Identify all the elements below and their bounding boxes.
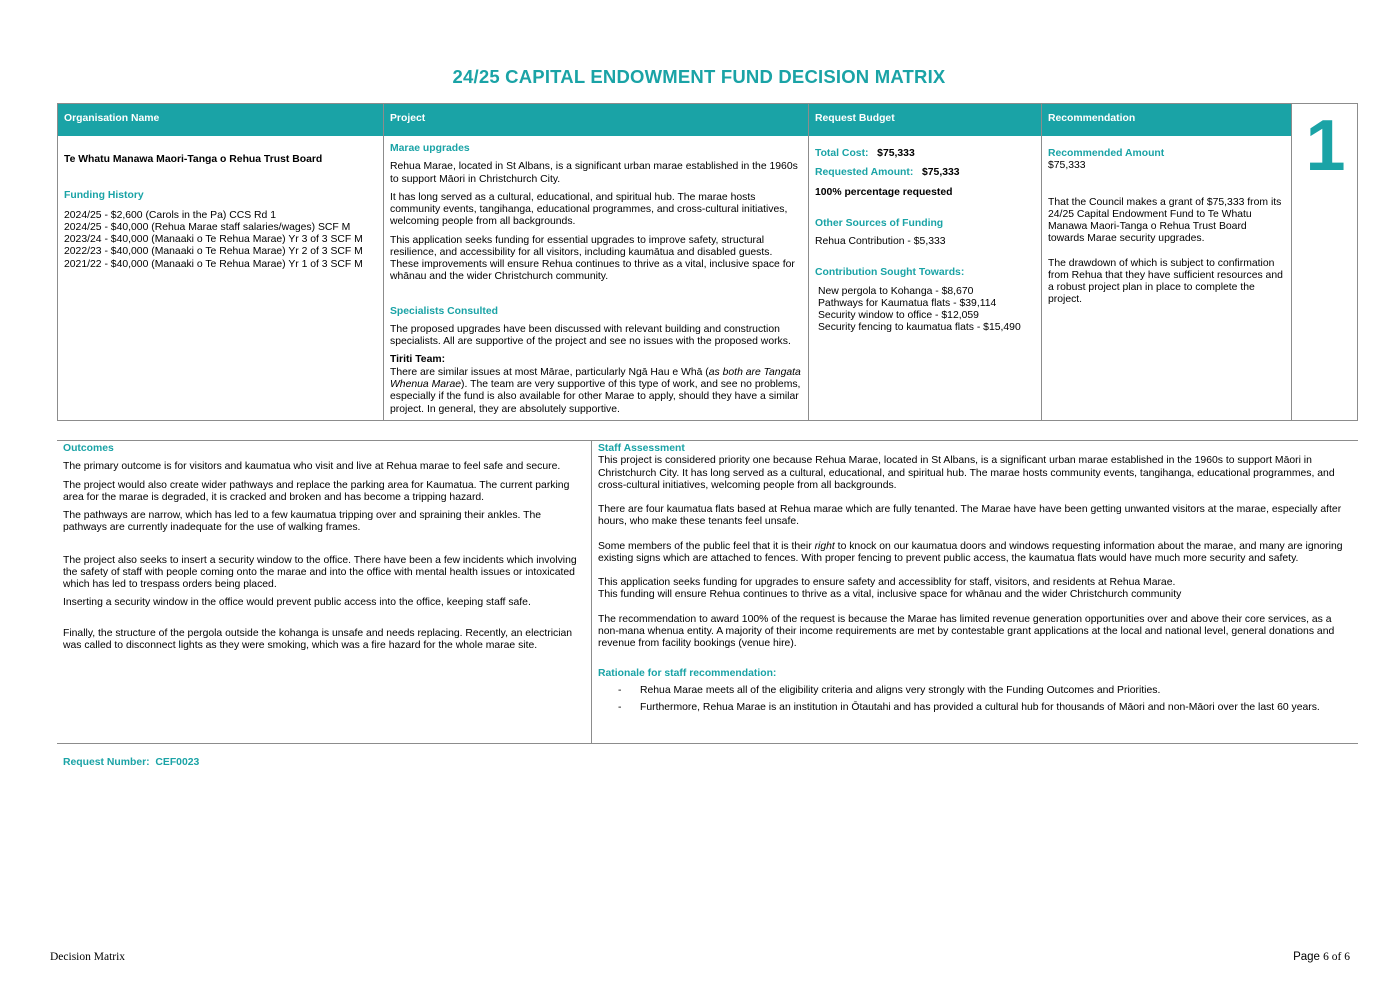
recommendation-text: That the Council makes a grant of $75,333 from its 24/25 Capital Endowment Fund to Te Whatu Manawa Maori-Tanga o Rehua Trust Board towards Marae security upgrades.	[1048, 196, 1282, 245]
rationale-label: Rationale for staff recommendation:	[598, 668, 777, 680]
outcomes-paragraph: The project would also create wider pathways and replace the parking area for Kaumatua. The current parking area for the marae is degraded, it is cracked and broken and has become a tripping hazard.	[63, 479, 570, 503]
staff-paragraph: This application seeks funding for upgrades to ensure safety and accessiblity for staff, visitors, and residents at Rehua Marae. This funding will ensure Rehua continues to thrive as a vital, inclusive space for whānau and the wider Christchurch community	[598, 577, 1182, 601]
assessment-section	[57, 440, 1358, 744]
outcomes-paragraph: Finally, the structure of the pergola outside the kohanga is unsafe and needs replacing. Recently, an electrician was called to disconnect lights as they were smoking, which was a fire hazard for the whole marae site.	[63, 627, 573, 651]
project-header: Project	[384, 104, 808, 136]
funding-history-item: 2022/23 - $40,000 (Manaaki o Te Rehua Marae) Yr 2 of 3 SCF M	[64, 246, 363, 258]
organisation-name: Te Whatu Manawa Maori-Tanga o Rehua Trust Board	[64, 154, 323, 165]
funding-history-list	[64, 210, 377, 271]
outcomes-paragraph: The primary outcome is for visitors and kaumatua who visit and live at Rehua marae to feel safe and secure.	[63, 461, 561, 473]
staff-assessment-column	[592, 441, 1358, 743]
funding-history-item: 2023/24 - $40,000 (Manaaki o Te Rehua Marae) Yr 3 of 3 SCF M	[64, 234, 363, 246]
staff-paragraph: The recommendation to award 100% of the request is because the Marae has limited revenue generation opportunities over and above their core services, as a non-mana whenua entity. A majority of their income requirements are met by contestable grant applications at the local and national level, general donations and revenue from facility bookings (venue hire).	[598, 613, 1335, 650]
organisation-column	[58, 104, 384, 420]
recommended-amount-label: Recommended Amount	[1048, 148, 1165, 159]
contribution-label: Contribution Sought Towards:	[815, 267, 965, 279]
outcomes-paragraph: Inserting a security window in the office would prevent public access into the office, keeping staff safe.	[63, 597, 531, 609]
page-number: Page 6 of 6	[1293, 951, 1350, 963]
budget-header: Request Budget	[809, 104, 1041, 136]
specialists-text: The proposed upgrades have been discussed with relevant building and construction specialists. All are supportive of the project and see no issues with the proposed works.	[390, 323, 791, 348]
tiriti-text: There are similar issues at most Mārae, particularly Ngā Hau e Whā (as both are Tangata Whenua Marae). The team are very supportive of this type of work, and see no problems, especially if the fund is also available for other Marae to apply, should they have a similar project. In general, they are absolutely supportive.	[390, 366, 801, 415]
contribution-item: Security fencing to kaumatua flats - $15,490	[818, 322, 1021, 334]
total-cost: Total Cost: $75,333	[815, 148, 915, 159]
drawdown-text: The drawdown of which is subject to confirmation from Rehua that they have sufficient resources and a robust project plan in place to complete the project.	[1048, 257, 1283, 306]
specialists-label: Specialists Consulted	[390, 305, 498, 317]
priority-rank: 1	[1305, 106, 1346, 186]
project-paragraph: It has long served as a cultural, educational, and spiritual hub. The marae hosts community events, tangihanga, educational programmes, and cross-cultural initiatives, welcoming people from all backgrounds.	[390, 191, 788, 228]
project-column	[384, 104, 809, 420]
rationale-item: - Furthermore, Rehua Marae is an institution in Ōtautahi and has provided a cultural hub for thousands of Māori and non-Māori over the last 60 years.	[598, 702, 1352, 714]
organisation-header: Organisation Name	[58, 104, 383, 136]
outcomes-paragraph: The project also seeks to insert a security window to the office. There have been a few incidents which involving the safety of staff with people coming onto the marae and into the office with mental health issues or intoxicated which has led to trespass orders being placed.	[63, 554, 577, 591]
contribution-item: Pathways for Kaumatua flats - $39,114	[818, 297, 997, 309]
outcomes-column	[57, 441, 592, 743]
percentage-requested: 100% percentage requested	[815, 186, 953, 198]
project-name: Marae upgrades	[390, 143, 470, 154]
tiriti-label: Tiriti Team:	[390, 354, 446, 366]
page-title: 24/25 CAPITAL ENDOWMENT FUND DECISION MATRIX	[452, 66, 946, 87]
contribution-item: New pergola to Kohanga - $8,670	[818, 285, 974, 297]
recommendation-header: Recommendation	[1042, 104, 1291, 136]
project-paragraph: Rehua Marae, located in St Albans, is a significant urban marae established in the 1960s to support Māori in Christchurch City.	[390, 161, 798, 185]
outcomes-paragraph: The pathways are narrow, which has led to a few kaumatua tripping over and spraining their ankles. The pathways are currently inadequate for the use of walking frames.	[63, 510, 542, 534]
footer-title: Decision Matrix	[50, 951, 126, 963]
funding-history-item: 2021/22 - $40,000 (Manaaki o Te Rehua Marae) Yr 1 of 3 SCF M	[64, 258, 363, 270]
requested-amount: Requested Amount: $75,333	[815, 167, 960, 179]
other-sources-label: Other Sources of Funding	[815, 217, 944, 229]
rank-column	[1292, 104, 1359, 420]
staff-paragraph: Some members of the public feel that it is their right to knock on our kaumatua doors and windows requesting information about the marae, and many are ignoring existing signs which are attached to fences. With proper fencing to prevent public access, the kaumatua flats would have much more security and safety.	[598, 540, 1343, 564]
contribution-list	[815, 286, 1035, 335]
recommended-amount: $75,333	[1048, 160, 1086, 172]
recommendation-column	[1042, 104, 1292, 420]
staff-paragraph: This project is considered priority one because Rehua Marae, located in St Albans, is a significant urban marae established in the 1960s to support Māori in Christchurch City. It has long served as a cultural, educational, and spiritual hub. The marae hosts community events, tangihanga, educational programmes, and cross-cultural initiatives, welcoming people from all backgrounds.	[598, 455, 1335, 491]
staff-paragraph: There are four kaumatua flats based at Rehua marae which are fully tenanted. The Marae have have been getting unwanted visitors at the marae, especially after hours, who make these tenants feel unsafe.	[598, 504, 1342, 528]
project-paragraph: This application seeks funding for essential upgrades to improve safety, structural resilience, and accessibility for all visitors, including kaumātua and disabled guests. These improvements will ensure Rehua continues to thrive as a vital, inclusive space for whānau and the wider Christchurch community.	[390, 234, 795, 283]
rationale-list	[598, 685, 1352, 715]
request-number: Request Number: CEF0023	[63, 757, 200, 768]
outcomes-label: Outcomes	[63, 443, 114, 454]
budget-column	[809, 104, 1042, 420]
rationale-item: - Rehua Marae meets all of the eligibility criteria and aligns very strongly with the Funding Outcomes and Priorities.	[598, 685, 1352, 697]
decision-table	[57, 103, 1358, 421]
staff-assessment-label: Staff Assessment	[598, 443, 685, 454]
funding-history-item: 2024/25 - $2,600 (Carols in the Pa) CCS Rd 1	[64, 209, 276, 221]
funding-history-label: Funding History	[64, 190, 144, 202]
funding-history-item: 2024/25 - $40,000 (Rehua Marae staff salaries/wages) SCF M	[64, 221, 351, 233]
contribution-item: Security window to office - $12,059	[818, 310, 979, 322]
other-sources: Rehua Contribution - $5,333	[815, 236, 946, 248]
